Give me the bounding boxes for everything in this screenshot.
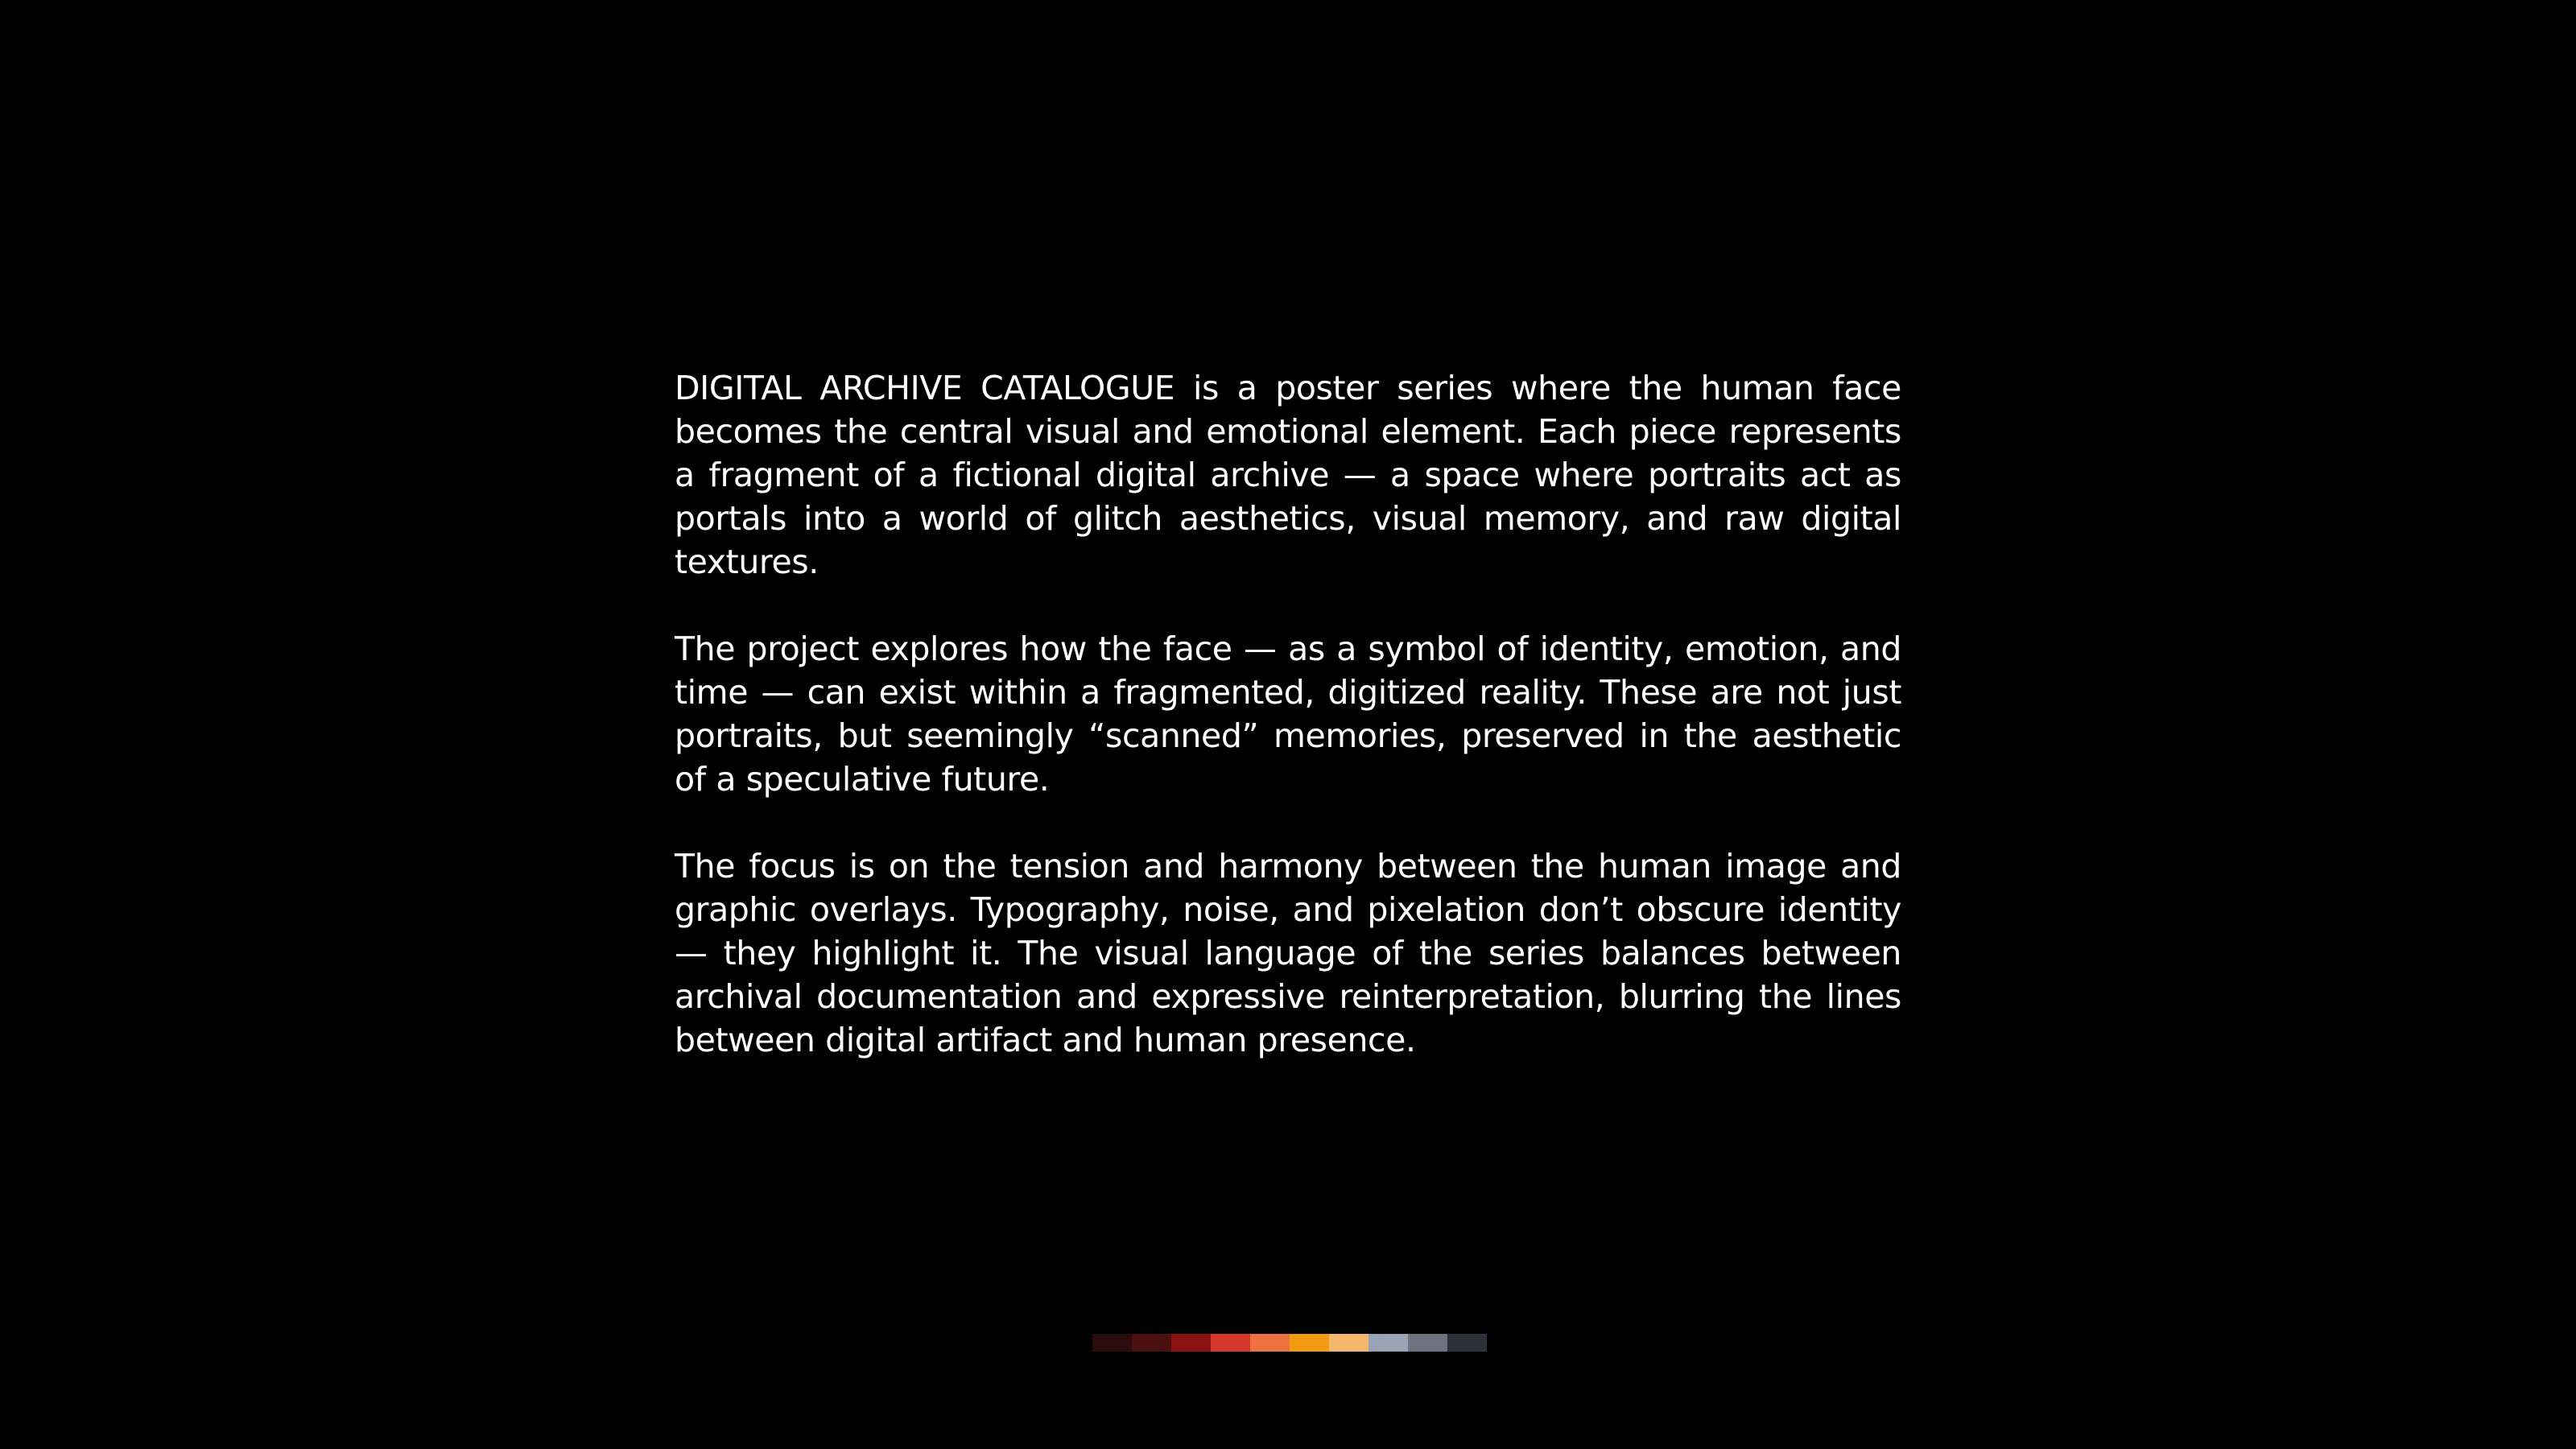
color-swatch-8 [1368, 1334, 1408, 1352]
color-swatch-1 [1092, 1334, 1132, 1352]
color-swatch-10 [1447, 1334, 1487, 1352]
color-swatch-5 [1250, 1334, 1290, 1352]
description-text-block [675, 366, 1901, 1062]
description-paragraph-3: The focus is on the tension and harmony between the human image and graphic overlays. Typography, noise, and pixelation don’t obscure identity — they highlight it. The visual language of the series balances between archival documentation and expressive reinterpretation, blurring the lines between digital artifact and human presence. [675, 847, 1901, 1059]
color-swatch-7 [1329, 1334, 1368, 1352]
color-swatch-6 [1290, 1334, 1329, 1352]
color-palette-strip [1092, 1334, 1487, 1352]
description-paragraph-2: The project explores how the face — as a symbol of identity, emotion, and time — can exist within a fragmented, digitized reality. These are not just portraits, but seemingly “scanned” memories, preserved in the aesthetic of a speculative future. [675, 630, 1901, 799]
color-swatch-4 [1211, 1334, 1250, 1352]
color-swatch-3 [1171, 1334, 1211, 1352]
color-swatch-2 [1132, 1334, 1171, 1352]
color-swatch-9 [1408, 1334, 1447, 1352]
description-paragraph-1: DIGITAL ARCHIVE CATALOGUE is a poster series where the human face becomes the central visual and emotional element. Each piece represents a fragment of a fictional digital archive — a space where portraits act as portals into a world of glitch aesthetics, visual memory, and raw digital textures. [675, 369, 1901, 581]
